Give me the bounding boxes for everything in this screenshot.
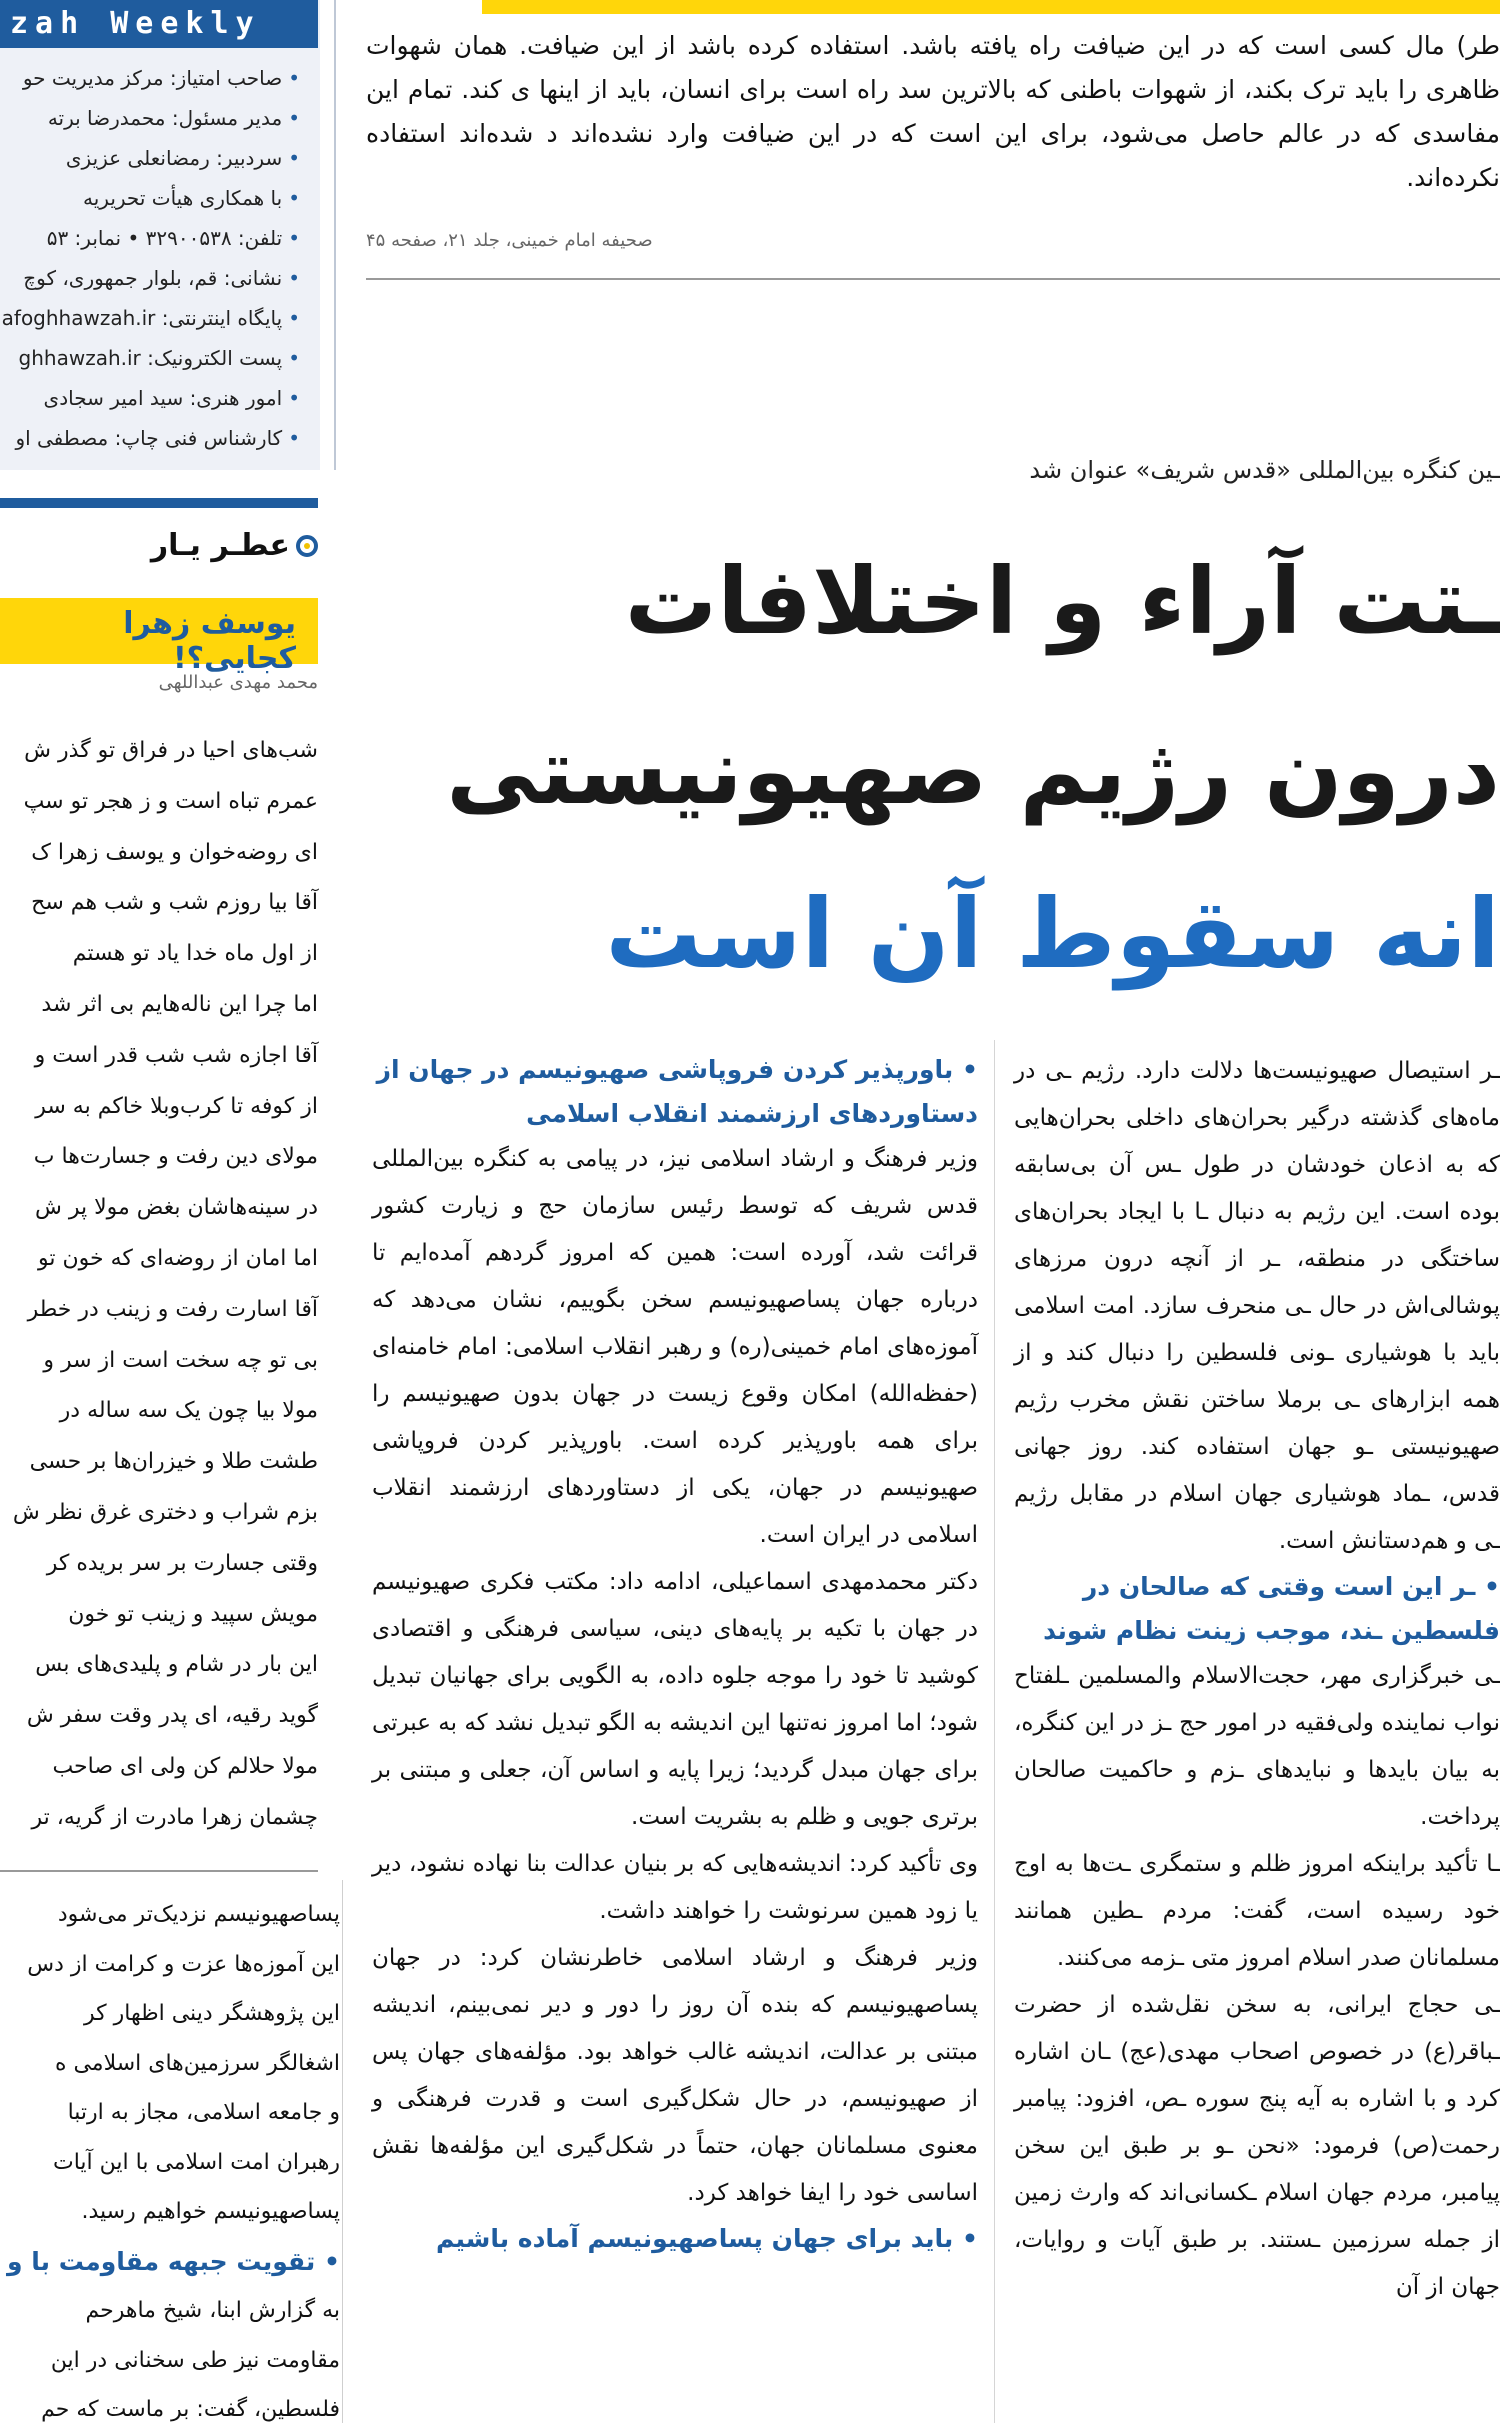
poem-line: در سینه‌هاشان بغض مولا پر ش (35, 1195, 318, 1221)
poem-line: اما چرا این ناله‌هایم بی اثر شد (41, 991, 318, 1017)
masthead-item: •با همکاری هیأت تحریریه (83, 186, 300, 210)
poem-line: آقا اجازه شب شب قدر است و (34, 1042, 318, 1068)
subheading: • ـر این است وقتی که صالحان در فلسطین ـند، موجب زینت نظام شوند (1014, 1565, 1500, 1653)
poem-title-box (0, 598, 318, 676)
poem-line: گوید رقیه، ای پدر وقت سفر ش (26, 1703, 318, 1729)
masthead-item: •کارشناس فنی چاپ: مصطفی او (15, 426, 300, 450)
poem-line: از کوفه تا کرب‌وبلا خاکم به سر (35, 1093, 318, 1119)
poem-line: مولا حلالم کن ولی ای صاحب (52, 1753, 318, 1779)
poem-author: محمد مهدی عبداللهی (158, 672, 318, 693)
poem-body (0, 726, 318, 1844)
poem-line: شب‌های احیا در فراق تو گذر ش (24, 738, 318, 763)
poem-line: بی تو چه سخت است از سر و (43, 1347, 318, 1373)
text-line: پساصهیونیسم نزدیک‌تر می‌شود (57, 1902, 340, 1927)
headline-line-2: درون رژیم صهیونیستی (446, 718, 1500, 825)
quote-divider (366, 278, 1500, 280)
sidebar-divider (334, 0, 336, 470)
sidebar-article-continuation (0, 1890, 340, 2435)
poem-bottom-rule (0, 1870, 318, 1872)
masthead-item: •صاحب امتیاز: مرکز مدیریت حو (22, 66, 300, 90)
subheading: • باورپذیر کردن فروپاشی صهیونیسم در جهان از دستاوردهای ارزشمند انقلاب اسلامی (372, 1048, 978, 1136)
subheading: • تقویت جبهه مقاومت با و (7, 2246, 340, 2276)
paragraph: وزیر فرهنگ و ارشاد اسلامی خاطرنشان کرد: در جهان پساصهیونیسم که بنده آن روز را دور و دیر نمی‌بینم، اندیشه مبتنی بر عدالت، اندیشه غالب خواهد بود. مؤلفه‌های جهان پس از صهیونیسم، در حال شکل‌گیری است و قدرت فرهنگی و معنوی مسلمانان جهان، حتماً در شکل‌گیری این مؤلفه‌ها نقش اساسی خود را ایفا خواهد کرد. (372, 1945, 978, 2206)
imam-quote-text: طر) مال کسی است که در این ضیافت راه یافته باشد. استفاده کرده باشد از این ضیافت. همان شهوات ظاهری را باید ترک بکند، از شهوات باطنی که بالاترین سد راه است برای انسان، باید از اینها ی کند. تمام این مفاسدی که در عالم حاصل می‌شود، برای این است که در این ضیافت وارد نشده‌اند د شده‌اند استفاده نکرده‌اند. (366, 31, 1500, 192)
masthead-item: •امور هنری: سید امیر سجادی (43, 386, 300, 410)
poem-line: آقا اسارت رفت و زینب در خطر (27, 1296, 318, 1322)
paragraph: ـی خبرگزاری مهر، حجت‌الاسلام والمسلمین ـلفتاح نواب نماینده ولی‌فقیه در امور حج ـز در این کنگره، به بیان بایدها و نبایدهای ـزم و حاکمیت صالحان پرداخت. (1014, 1663, 1500, 1830)
paragraph: ـر استیصال صهیونیست‌ها دلالت دارد. رژیم ـی در ماه‌های گذشته درگیر بحران‌های داخلی بحران‌هایی که به اذعان خودشان در طول ـس آن بی‌سابقه بوده است. این رژیم به دنبال ـا با ایجاد بحران‌های ساختگی در منطقه، ـر از آنچه درون مرزهای پوشالی‌اش در حال ـی منحرف سازد. امت اسلامی باید با هوشیاری ـونی فلسطین را دنبال کند و از همه ابزارهای ـی برملا ساختن نقش مخرب رژیم صهیونیستی ـو جهان استفاده کند. روز جهانی قدس، ـماد هوشیاری جهان اسلام در مقابل رژیم ـی و هم‌دستانش است. (1014, 1058, 1500, 1554)
article-column-right (1014, 1048, 1500, 2311)
masthead-item: •تلفن: ۳۲۹۰۰۵۳۸ • نمابر: ۵۳ (46, 226, 300, 250)
paragraph: ـا تأکید براینکه امروز ظلم و ستمگری ـت‌ها به اوج خود رسیده است، گفت: مردم ـطین همانند مسلمانان صدر اسلام امروز متی ـزمه می‌کنند. (1014, 1851, 1500, 1971)
poem-line: اما امان از روضه‌ای که خون تو (38, 1245, 318, 1271)
text-line: فلسطین، گفت: بر ماست که حم (41, 2397, 340, 2422)
column-divider (994, 1040, 995, 2423)
poem-title: یوسف زهرا کجایی؟! (123, 606, 296, 676)
quote-source: صحیفه امام خمینی، جلد ۲۱، صفحه ۴۵ (366, 230, 653, 251)
poem-line: بزم شراب و دختری غرق نظر ش (12, 1499, 318, 1525)
poem-line: آقا بیا روزم شب و شب هم سح (31, 890, 318, 916)
poem-line: مولا بیا چون یک سه ساله در (59, 1398, 318, 1424)
paragraph: وزیر فرهنگ و ارشاد اسلامی نیز، در پیامی به کنگره بین‌المللی قدس شریف که توسط رئیس سازمان حج و زیارت کشور قرائت شد، آورده است: همین که امروز گردهم آمده‌ایم تا درباره جهان پساصهیونیسم سخن بگوییم، نشان می‌دهد که آموزه‌های امام خمینی(ره) و رهبر انقلاب اسلامی: امام خامنه‌ای (حفظه‌الله) امکان وقوع زیست در جهان بدون صهیونیسم را برای همه باورپذیر کرده است. باورپذیر کردن فروپاشی صهیونیسم در جهان، یکی از دستاوردهای ارزشمند انقلاب اسلامی در ایران است. (372, 1146, 978, 1548)
target-bullet-icon (296, 535, 318, 557)
masthead-item: •سردبیر: رمضانعلی عزیزی (65, 146, 300, 170)
text-line: رهبران امت اسلامی با این آیات (53, 2149, 340, 2175)
poem-line: از اول ماه خدا یاد تو هستم (72, 941, 318, 967)
masthead-box (0, 0, 320, 470)
paragraph: وی تأکید کرد: اندیشه‌هایی که بر بنیان عدالت بنا نهاده نشود، دیر یا زود همین سرنوشت را خواهند داشت. (372, 1851, 978, 1924)
top-yellow-bar (482, 0, 1500, 14)
masthead-title: zah Weekly (0, 0, 318, 48)
poem-line: چشمان زهرا مادرت از گریه، تر (31, 1804, 318, 1830)
poem-line: مویش سپید و زینب تو خون (68, 1601, 318, 1627)
text-line: اشغالگر سرزمین‌های اسلامی ه (54, 2050, 340, 2076)
article-kicker: ـین کنگره بین‌المللی «قدس شریف» عنوان شد (1029, 456, 1500, 484)
text-line: پساصهیونیسم خواهیم رسید. (81, 2199, 340, 2224)
poem-line: مولای دین رفت و جسارت‌ها ب (33, 1144, 318, 1170)
poem-line: عمرم تباه است و ز هجر تو سپ (23, 788, 318, 814)
headline-line-1: ـتت آراء و اختلافات (624, 548, 1500, 655)
poem-line: این بار در شام و پلیدی‌های بس (35, 1652, 318, 1678)
masthead-list (0, 58, 300, 458)
masthead-item: •مدیر مسئول: محمدرضا برته (47, 106, 300, 130)
text-line: مقاومت نیز طی سخنانی در این (50, 2347, 340, 2373)
paragraph: دکتر محمدمهدی اسماعیلی، ادامه داد: مکتب فکری صهیونیسم در جهان با تکیه بر پایه‌های دینی، سیاسی فرهنگی و اقتصادی کوشید تا خود را موجه جلوه داده، به الگویی برای جهانیان تبدیل شود؛ اما امروز نه‌تنها این اندیشه به الگو تبدیل نشد که به عبرتی برای جهان مبدل گردید؛ زیرا پایه و اساس آن، جعلی و مبتنی بر برتری جویی و ظلم به بشریت است. (372, 1569, 978, 1830)
poem-line: وقتی جسارت بر سر بریده کر (46, 1550, 318, 1576)
poem-line: ای روضه‌خوان و یوسف زهرا ک (31, 839, 318, 865)
text-line: به گزارش ابنا، شیخ ماهرحم (85, 2298, 340, 2323)
column-divider (342, 1880, 343, 2423)
text-line: این آموزه‌ها عزت و کرامت از دس (27, 1951, 340, 1977)
subheading: • باید برای جهان پساصهیونیسم آماده باشیم (372, 2217, 978, 2261)
headline-line-3: انه سقوط آن است (605, 878, 1500, 990)
text-line: این پژوهشگر دینی اظهار کر (84, 2001, 340, 2026)
text-line: و جامعه اسلامی، مجاز به ارتبا (67, 2100, 340, 2125)
poem-section-heading: عطـر یـار (151, 528, 318, 563)
masthead-item: •پست الکترونیک: ghhawzah.ir (18, 346, 300, 370)
poem-line: طشت طلا و خیزران‌ها بر حسی (29, 1449, 318, 1475)
article-column-middle (372, 1048, 978, 2261)
paragraph: ـی حجاج ایرانی، به سخن نقل‌شده از حضرت ـباقر(ع) در خصوص اصحاب مهدی(عج) ـان اشاره کرد و با اشاره به آیه پنج سوره ـص، افزود: پیامبر رحمت(ص) فرمود: «نحن ـو بر طبق این سخن پیامبر، مردم جهان اسلام ـکسانی‌اند که وارث زمین از جمله سرزمین ـستند. بر طبق آیات و روایات، جهان از آن (1014, 1992, 1500, 2300)
masthead-item: •نشانی: قم، بلوار جمهوری، کوچ (23, 266, 300, 290)
left-sidebar (0, 0, 340, 2423)
poem-top-bar (0, 498, 318, 508)
masthead-item: •پایگاه اینترنتی: afoghhawzah.ir (1, 306, 300, 330)
